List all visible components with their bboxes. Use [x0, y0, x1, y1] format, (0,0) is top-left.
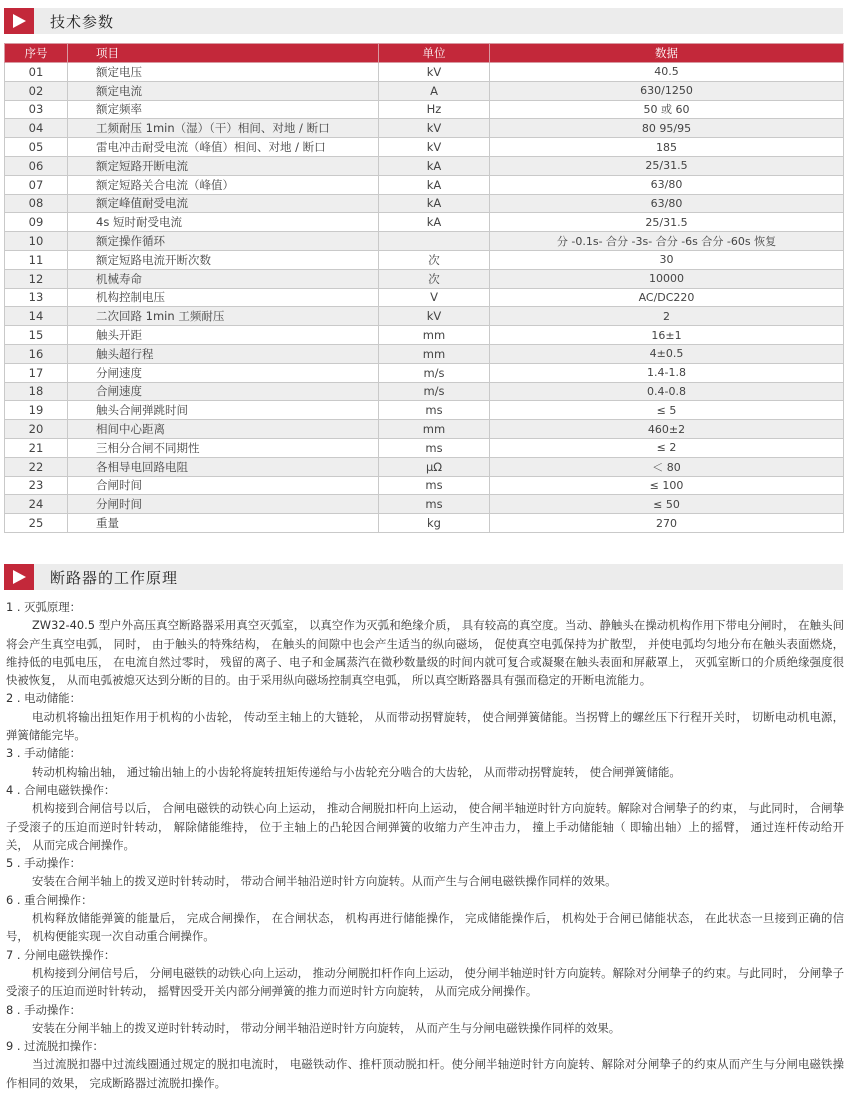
cell-item: 额定短路关合电流（峰值）: [68, 175, 379, 194]
col-header-unit: 单位: [379, 44, 490, 63]
table-row: [5, 344, 844, 363]
cell-item: 重量: [68, 514, 379, 533]
table-row: [5, 194, 844, 213]
section-title: 技术参数: [50, 12, 115, 31]
cell-unit: mm: [379, 326, 490, 345]
principle-paragraph: 电动机将输出扭矩作用于机构的小齿轮， 传动至主轴上的大链轮， 从而带动拐臂旋转， 使合闸弹簧储能。当拐臂上的螺丝压下行程开关时， 切断电动机电源， 弹簧储能完毕。: [6, 709, 844, 743]
cell-no: 03: [5, 100, 68, 119]
cell-item: 工频耐压 1min（湿）（干）相间、对地 / 断口: [68, 119, 379, 138]
cell-value: 分 -0.1s- 合分 -3s- 合分 -6s 合分 -60s 恢复: [490, 232, 844, 251]
table-row: [5, 307, 844, 326]
cell-no: 21: [5, 438, 68, 457]
cell-item: 分闸时间: [68, 495, 379, 514]
principle-paragraph: 机构释放储能弹簧的能量后， 完成合闸操作， 在合闸状态， 机构再进行储能操作， 完成储能操作后， 机构处于合闸已储能状态， 在此状态一旦接到正确的信号， 机构便能实现一次自动重合闸操作。: [6, 911, 844, 944]
principle-paragraph: ZW32-40.5 型户外高压真空断路器采用真空灭弧室， 以真空作为灭弧和绝缘介质， 具有较高的真空度。当动、静触头在操动机构作用下带电分闸时， 在触头间将会产生真空电弧， 同时， 由于触头的特殊结构， 在触头的间隙中也会产生适当的纵向磁场， 促使真空电弧保持为扩散型， 并使电弧均匀地分布在触头表面燃烧， 维持低的电弧电压， 在电流自然过零时， 残留的离子、电子和金属蒸汽在微秒数量级的时间内就可复合或凝聚在触头表面和屏蔽罩上， 灭弧室断口的介质绝缘强度很快被恢复， 从而电弧被熄灭达到分断的目的。由于采用纵向磁场控制真空电弧， 所以真空断路器具有强而稳定的开断电流能力。: [6, 618, 844, 688]
cell-item: 触头超行程: [68, 344, 379, 363]
cell-no: 20: [5, 420, 68, 439]
cell-value: AC/DC220: [490, 288, 844, 307]
cell-no: 25: [5, 514, 68, 533]
cell-no: 09: [5, 213, 68, 232]
cell-no: 12: [5, 269, 68, 288]
cell-item: 雷电冲击耐受电流（峰值）相间、对地 / 断口: [68, 138, 379, 157]
table-row: [5, 269, 844, 288]
table-row: [5, 288, 844, 307]
play-triangle-icon: [13, 14, 26, 28]
cell-item: 合闸速度: [68, 382, 379, 401]
cell-no: 22: [5, 457, 68, 476]
principle-paragraph: 机构接到分闸信号后， 分闸电磁铁的动铁心向上运动， 推动分闸脱扣杆作向上运动， 使分闸半轴逆时针方向旋转。解除对分闸挚子的约束。与此同时， 分闸挚子受滚子的压迫而逆时针转动， 摇臂因受开关内部分闸弹簧的推力而逆时针方向旋转， 从而完成分闸操作。: [6, 965, 844, 999]
principle-heading: 7 . 分闸电磁铁操作：: [6, 947, 116, 962]
principle-heading: 9 . 过流脱扣操作：: [6, 1039, 104, 1054]
table-row: [5, 457, 844, 476]
principle-heading: 3 . 手动储能：: [6, 746, 82, 761]
principle-heading: 6 . 重合闸操作：: [6, 892, 93, 907]
table-row: [5, 438, 844, 457]
cell-unit: kV: [379, 138, 490, 157]
cell-unit: mm: [379, 344, 490, 363]
col-header-no: 序号: [5, 44, 68, 63]
table-row: [5, 401, 844, 420]
cell-no: 08: [5, 194, 68, 213]
cell-unit: kA: [379, 156, 490, 175]
table-row: [5, 213, 844, 232]
cell-item: 触头合闸弹跳时间: [68, 401, 379, 420]
principle-paragraph: 安装在合闸半轴上的拨叉逆时针转动时， 带动合闸半轴沿逆时针方向旋转。从而产生与合闸电磁铁操作同样的效果。: [32, 874, 617, 889]
cell-unit: kV: [379, 63, 490, 82]
cell-value: 25/31.5: [490, 213, 844, 232]
principle-paragraph: 安装在分闸半轴上的拨叉逆时针转动时， 带动分闸半轴沿逆时针方向旋转， 从而产生与分闸电磁铁操作同样的效果。: [32, 1020, 621, 1035]
cell-no: 06: [5, 156, 68, 175]
cell-unit: kA: [379, 194, 490, 213]
cell-no: 14: [5, 307, 68, 326]
cell-unit: m/s: [379, 363, 490, 382]
principle-heading: 2 . 电动储能：: [6, 691, 82, 706]
cell-unit: mm: [379, 420, 490, 439]
table-row: [5, 363, 844, 382]
table-row: [5, 63, 844, 82]
cell-unit: m/s: [379, 382, 490, 401]
cell-no: 05: [5, 138, 68, 157]
table-row: [5, 514, 844, 533]
cell-item: 触头开距: [68, 326, 379, 345]
cell-unit: ms: [379, 401, 490, 420]
cell-value: 25/31.5: [490, 156, 844, 175]
cell-no: 13: [5, 288, 68, 307]
col-header-item: 项目: [68, 44, 379, 63]
section-header-tech-params: [4, 8, 843, 34]
cell-no: 01: [5, 63, 68, 82]
cell-value: 10000: [490, 269, 844, 288]
principle-heading: 4 . 合闸电磁铁操作：: [6, 782, 116, 797]
cell-item: 额定峰值耐受电流: [68, 194, 379, 213]
cell-unit: ms: [379, 476, 490, 495]
cell-item: 合闸时间: [68, 476, 379, 495]
cell-unit: kV: [379, 119, 490, 138]
cell-item: 二次回路 1min 工频耐压: [68, 307, 379, 326]
cell-unit: ms: [379, 438, 490, 457]
cell-item: 额定电压: [68, 63, 379, 82]
cell-unit: ms: [379, 495, 490, 514]
cell-no: 17: [5, 363, 68, 382]
cell-unit: kA: [379, 175, 490, 194]
cell-no: 15: [5, 326, 68, 345]
table-row: [5, 476, 844, 495]
cell-value: 1.4-1.8: [490, 363, 844, 382]
table-row: [5, 138, 844, 157]
cell-no: 02: [5, 81, 68, 100]
cell-no: 23: [5, 476, 68, 495]
cell-item: 分闸速度: [68, 363, 379, 382]
table-row: [5, 232, 844, 251]
section-marker: [4, 564, 34, 590]
section-marker: [4, 8, 34, 34]
cell-item: 额定短路开断电流: [68, 156, 379, 175]
cell-no: 10: [5, 232, 68, 251]
cell-value: 0.4-0.8: [490, 382, 844, 401]
table-row: [5, 495, 844, 514]
principle-paragraph: 转动机构输出轴， 通过输出轴上的小齿轮将旋转扭矩传递给与小齿轮充分啮合的大齿轮， 从而带动拐臂旋转， 使合闸弹簧储能。: [32, 764, 681, 779]
tech-params-table: [4, 43, 844, 533]
cell-value: 40.5: [490, 63, 844, 82]
cell-no: 11: [5, 250, 68, 269]
principle-paragraph: 当过流脱扣器中过流线圈通过规定的脱扣电流时， 电磁铁动作、推杆顶动脱扣杆。使分闸半轴逆时针方向旋转、解除对分闸挚子的约束从而产生与分闸电磁铁操作相同的效果， 完成断路器过流脱扣操作。: [6, 1057, 845, 1090]
cell-value: 63/80: [490, 175, 844, 194]
cell-unit: [379, 232, 490, 251]
cell-value: 2: [490, 307, 844, 326]
cell-item: 机构控制电压: [68, 288, 379, 307]
cell-value: 630/1250: [490, 81, 844, 100]
cell-value: 460±2: [490, 420, 844, 439]
cell-value: 30: [490, 250, 844, 269]
cell-no: 16: [5, 344, 68, 363]
col-header-value: 数据: [490, 44, 844, 63]
cell-value: 50 或 60: [490, 100, 844, 119]
cell-value: 4±0.5: [490, 344, 844, 363]
cell-unit: A: [379, 81, 490, 100]
table-row: [5, 100, 844, 119]
cell-item: 相间中心距离: [68, 420, 379, 439]
cell-value: ≤ 100: [490, 476, 844, 495]
cell-value: 80 95/95: [490, 119, 844, 138]
cell-value: ≤ 2: [490, 438, 844, 457]
cell-no: 19: [5, 401, 68, 420]
cell-value: 185: [490, 138, 844, 157]
principle-heading: 1 . 灭弧原理：: [6, 600, 82, 614]
cell-no: 04: [5, 119, 68, 138]
cell-unit: Hz: [379, 100, 490, 119]
cell-unit: kV: [379, 307, 490, 326]
cell-item: 各相导电回路电阻: [68, 457, 379, 476]
cell-item: 额定操作循环: [68, 232, 379, 251]
cell-unit: kA: [379, 213, 490, 232]
cell-no: 07: [5, 175, 68, 194]
cell-no: 18: [5, 382, 68, 401]
table-header-row: [5, 44, 844, 63]
cell-value: 63/80: [490, 194, 844, 213]
table-row: [5, 382, 844, 401]
cell-item: 机械寿命: [68, 269, 379, 288]
section-title: 断路器的工作原理: [50, 568, 179, 587]
cell-unit: V: [379, 288, 490, 307]
table-row: [5, 326, 844, 345]
table-row: [5, 156, 844, 175]
cell-unit: kg: [379, 514, 490, 533]
cell-value: ≤ 5: [490, 401, 844, 420]
cell-item: 三相分合闸不同期性: [68, 438, 379, 457]
cell-item: 额定频率: [68, 100, 379, 119]
principle-heading: 8 . 手动操作：: [6, 1002, 82, 1017]
cell-value: 16±1: [490, 326, 844, 345]
cell-value: ≤ 50: [490, 495, 844, 514]
section-header-working-principle: [4, 564, 843, 590]
cell-item: 4s 短时耐受电流: [68, 213, 379, 232]
table-row: [5, 119, 844, 138]
cell-unit: 次: [379, 269, 490, 288]
play-triangle-icon: [13, 570, 26, 584]
cell-value: 270: [490, 514, 844, 533]
principle-paragraph: 机构接到合闸信号以后， 合闸电磁铁的动铁心向上运动， 推动合闸脱扣杆向上运动， 使合闸半轴逆时针方向旋转。解除对合闸挚子的约束， 与此同时， 合闸挚子受滚子的压迫而逆时针转动， 解除储能维持， 位于主轴上的凸轮因合闸弹簧的收缩力产生冲击力， 撞上手动储能轴（ 即输出轴）上的摇臂， 通过连杆传动给开关， 从而完成合闸操作。: [6, 801, 844, 852]
cell-unit: 次: [379, 250, 490, 269]
cell-item: 额定电流: [68, 81, 379, 100]
principle-heading: 5 . 手动操作：: [6, 856, 82, 871]
cell-no: 24: [5, 495, 68, 514]
cell-unit: μΩ: [379, 457, 490, 476]
cell-value: ＜ 80: [490, 457, 844, 476]
table-row: [5, 81, 844, 100]
table-row: [5, 420, 844, 439]
table-row: [5, 175, 844, 194]
working-principle-text: [6, 598, 844, 1092]
cell-item: 额定短路电流开断次数: [68, 250, 379, 269]
table-row: [5, 250, 844, 269]
